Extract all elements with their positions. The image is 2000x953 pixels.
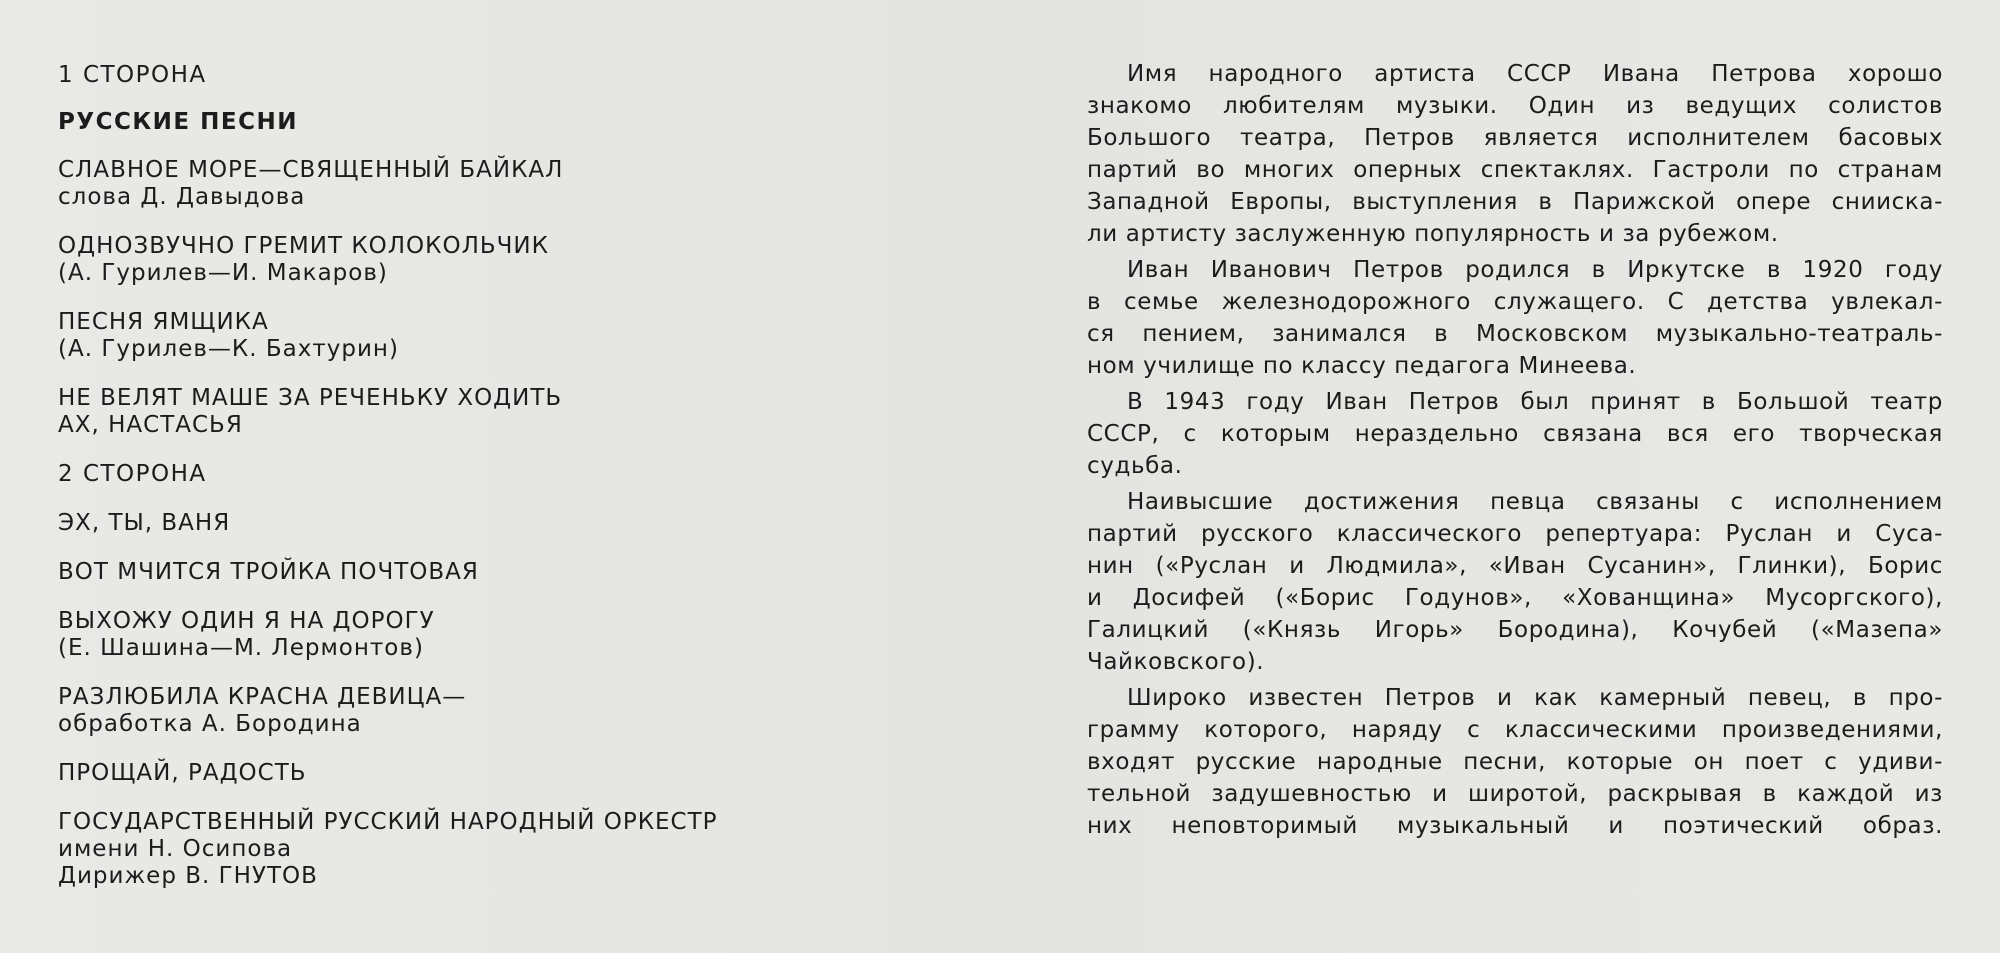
text-line: Галицкий («Князь Игорь» Бородина), Кочубей («Мазепа» [1087, 617, 1943, 643]
biography-paragraph [1087, 386, 1943, 482]
track-credit: (А. Гурилев—И. Макаров) [58, 260, 388, 286]
text-line: СССР, с которым нераздельно связана вся его творческая [1087, 421, 1943, 447]
text-line: в семье железнодорожного служащего. С детства увлекал- [1087, 289, 1943, 315]
biography-text [1087, 58, 1943, 846]
track-item [58, 684, 958, 738]
track-title: СЛАВНОЕ МОРЕ—СВЯЩЕННЫЙ БАЙКАЛ [58, 157, 564, 183]
biography-paragraph [1087, 682, 1943, 842]
text-line: входят русские народные песни, которые он поет с удиви- [1087, 749, 1943, 775]
text-line: ли артисту заслуженную популярность и за рубежом. [1087, 221, 1779, 247]
track-item [58, 233, 958, 287]
text-line: Большого театра, Петров является исполнителем басовых [1087, 125, 1943, 151]
track-credit: АХ, НАСТАСЬЯ [58, 412, 243, 438]
side-2-title: 2 СТОРОНА [58, 461, 207, 487]
track-title: ОДНОЗВУЧНО ГРЕМИТ КОЛОКОЛЬЧИК [58, 233, 549, 259]
text-line: тельной задушевностью и широтой, раскрывая в каждой из [1087, 781, 1943, 807]
text-line: ся пением, занимался в Московском музыкально-театраль- [1087, 321, 1943, 347]
text-line: грамму которого, наряду с классическими произведениями, [1087, 717, 1943, 743]
text-line: судьба. [1087, 453, 1183, 479]
track-item [58, 385, 958, 439]
text-line: партий во многих оперных спектаклях. Гастроли по странам [1087, 157, 1943, 183]
track-credit: (Е. Шашина—М. Лермонтов) [58, 635, 424, 661]
track-title: НЕ ВЕЛЯТ МАШЕ ЗА РЕЧЕНЬКУ ХОДИТЬ [58, 385, 563, 411]
track-title: РАЗЛЮБИЛА КРАСНА ДЕВИЦА— [58, 684, 467, 710]
section-title: РУССКИЕ ПЕСНИ [58, 109, 298, 135]
text-line: знакомо любителям музыки. Один из ведущих солистов [1087, 93, 1943, 119]
track-credit: обработка А. Бородина [58, 711, 362, 737]
text-line: и Досифей («Борис Годунов», «Хованщина» Мусоргского), [1087, 585, 1943, 611]
orchestra-name: ГОСУДАРСТВЕННЫЙ РУССКИЙ НАРОДНЫЙ ОРКЕСТР [58, 809, 718, 835]
track-item [58, 510, 958, 537]
text-line: Имя народного артиста СССР Ивана Петрова хорошо [1127, 61, 1943, 87]
text-line: партий русского классического репертуара: Руслан и Суса- [1087, 521, 1943, 547]
text-line: Иван Иванович Петров родился в Иркутске в 1920 году [1127, 257, 1943, 283]
text-line: Чайковского). [1087, 649, 1265, 675]
track-item [58, 760, 958, 787]
performer-credits [58, 809, 958, 890]
text-line: Широко известен Петров и как камерный певец, в про- [1127, 685, 1943, 711]
biography-paragraph [1087, 254, 1943, 382]
track-credit: слова Д. Давыдова [58, 184, 306, 210]
text-line: ном училище по классу педагога Минеева. [1087, 353, 1637, 379]
biography-paragraph [1087, 58, 1943, 250]
track-credit: (А. Гурилев—К. Бахтурин) [58, 336, 399, 362]
conductor-credit: Дирижер В. ГНУТОВ [58, 863, 318, 889]
track-title: ВЫХОЖУ ОДИН Я НА ДОРОГУ [58, 608, 435, 634]
text-line: В 1943 году Иван Петров был принят в Большой театр [1127, 389, 1943, 415]
track-item [58, 309, 958, 363]
track-title: ВОТ МЧИТСЯ ТРОЙКА ПОЧТОВАЯ [58, 559, 479, 585]
text-line: Западной Европы, выступления в Парижской опере снииска- [1087, 189, 1943, 215]
orchestra-dedication: имени Н. Осипова [58, 836, 293, 862]
biography-paragraph [1087, 486, 1943, 678]
track-title: ПРОЩАЙ, РАДОСТЬ [58, 760, 307, 786]
side-1-title: 1 СТОРОНА [58, 62, 207, 88]
track-listing [58, 62, 958, 890]
text-line: Наивысшие достижения певца связаны с исполнением [1127, 489, 1943, 515]
text-line: них неповторимый музыкальный и поэтический образ. [1087, 813, 1943, 839]
text-line: нин («Руслан и Людмила», «Иван Сусанин», Глинки), Борис [1087, 553, 1943, 579]
track-item [58, 157, 958, 211]
track-item [58, 608, 958, 662]
track-title: ЭХ, ТЫ, ВАНЯ [58, 510, 231, 536]
track-title: ПЕСНЯ ЯМЩИКА [58, 309, 269, 335]
track-item [58, 559, 958, 586]
